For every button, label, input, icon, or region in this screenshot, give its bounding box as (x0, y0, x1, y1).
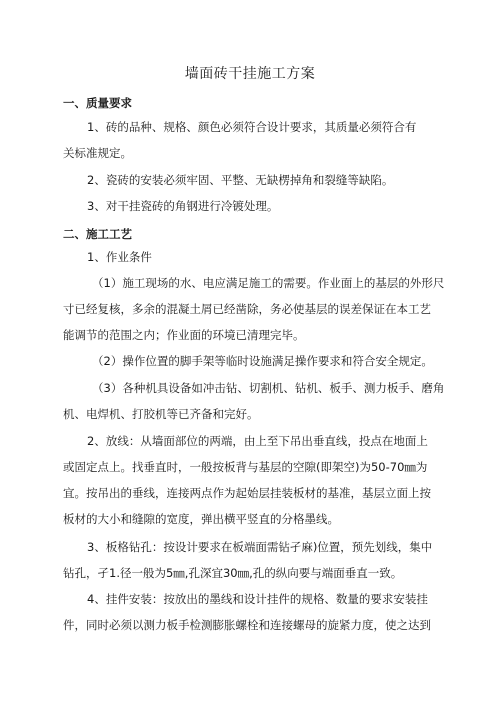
paragraph-line: 钻孔，孑1.径一般为5㎜,孔深宜30㎜,孔的纵向要与端面垂直一致。 (63, 566, 403, 580)
paragraph-line: 3、板格钻孔：按设计要求在板端面需钻孑麻)位置，预先划线，集中 (87, 540, 433, 554)
paragraph-line: 件，同时必须以测力板手检测膨胀螺栓和连接螺母的旋紧力度，使之达到 (63, 618, 431, 632)
paragraph-line: 或固定点上。找垂直时，一般按板背与基层的空隙(即架空)为50-70㎜为 (63, 460, 428, 474)
paragraph-line: 能调节的范围之内；作业面的环境已清理完毕。 (63, 328, 305, 342)
paragraph-line: （2）操作位置的脚手架等临时设施满足操作要求和符合安全规定。 (92, 354, 433, 368)
paragraph-line: 2、瓷砖的安装必须牢固、平整、无缺楞掉角和裂缝等缺陷。 (87, 173, 394, 187)
paragraph-line: 2、放线：从墙面部位的两端，由上至下吊出垂直线，投点在地面上 (87, 434, 428, 448)
paragraph-line: 3、对干挂瓷砖的角钢进行冷镀处理。 (87, 199, 279, 213)
paragraph-line: 1、作业条件 (87, 250, 152, 264)
paragraph-line: 4、挂件安装：按放出的墨线和设计挂件的规格、数量的要求安装挂 (87, 592, 428, 606)
paragraph-line: 宜。按吊出的垂线，连接两点作为起始层挂装板材的基准，基层立面上按 (63, 486, 431, 500)
paragraph-line: 寸已经复核，多余的混凝土屑已经凿除，务必使基层的误差保证在本工艺 (63, 302, 431, 316)
paragraph-line: （1）施工现场的水、电应满足施工的需要。作业面上的基层的外形尺 (92, 276, 445, 290)
paragraph-line: 关标准规定。 (63, 146, 132, 160)
paragraph-line: （3）各种机具设备如冲击钻、切割机、钻机、板手、测力板手、磨角 (92, 381, 445, 395)
section-heading: 一、质量要求 (63, 96, 132, 110)
section-heading: 二、施工工艺 (63, 227, 132, 241)
paragraph-line: 机、电焊机、打胶机等已齐备和完好。 (63, 407, 259, 421)
paragraph-line: 1、砖的品种、规格、颜色必须符合设计要求，其质量必须符合有 (87, 120, 417, 134)
document-title: 墙面砖干挂施工方案 (184, 66, 316, 82)
paragraph-line: 板材的大小和缝隙的宽度，弹出横平竖直的分格墨线。 (63, 512, 339, 526)
